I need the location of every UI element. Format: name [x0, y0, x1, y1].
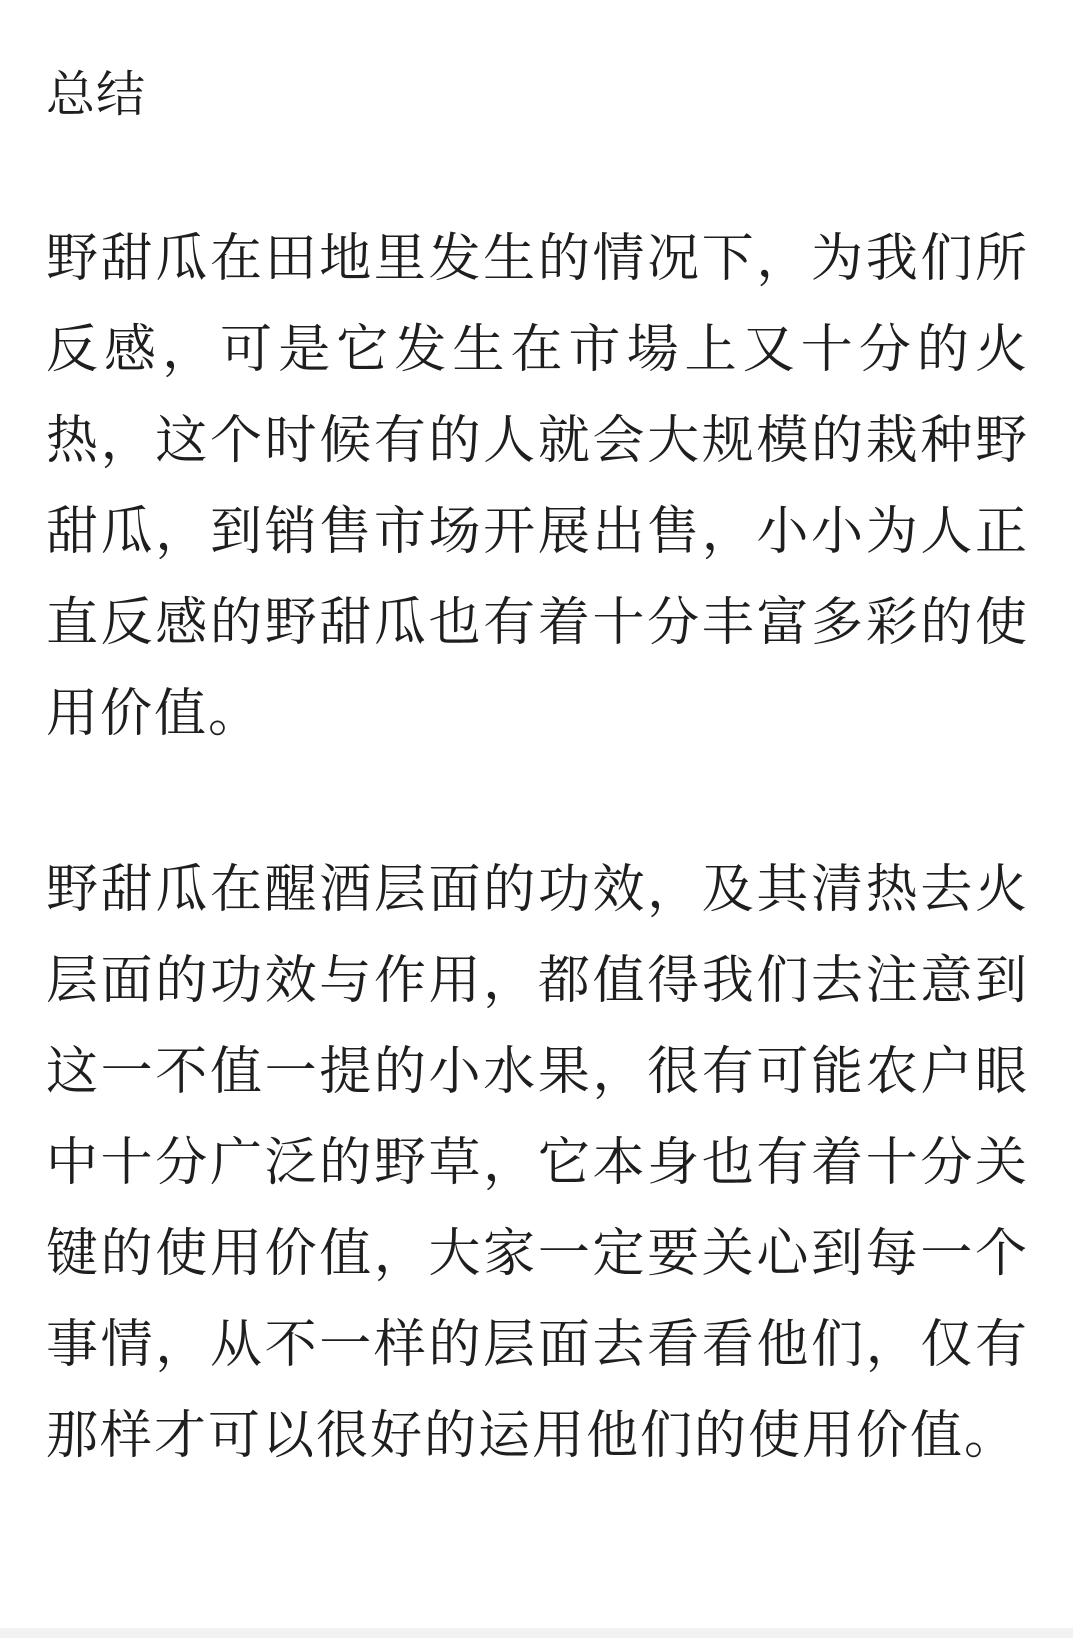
paragraph-2: 野甜瓜在醒酒层面的功效，及其清热去火层面的功效与作用，都值得我们去注意到这一不值一提的小水果，很有可能农户眼中十分广泛的野草，它本身也有着十分关键的使用价值，大家一定要关心到每一个事情，从不一样的层面去看看他们，仅有那样才可以很好的运用他们的使用价值。: [46, 860, 1029, 1466]
paragraph-1: 野甜瓜在田地里发生的情况下，为我们所反感，可是它发生在市場上又十分的火热，这个时候有的人就会大规模的栽种野甜瓜，到销售市场开展出售，小小为人正直反感的野甜瓜也有着十分丰富多彩的使用价值。: [46, 229, 1029, 744]
section-heading: 总结: [46, 66, 147, 123]
bottom-divider: [0, 1628, 1073, 1638]
